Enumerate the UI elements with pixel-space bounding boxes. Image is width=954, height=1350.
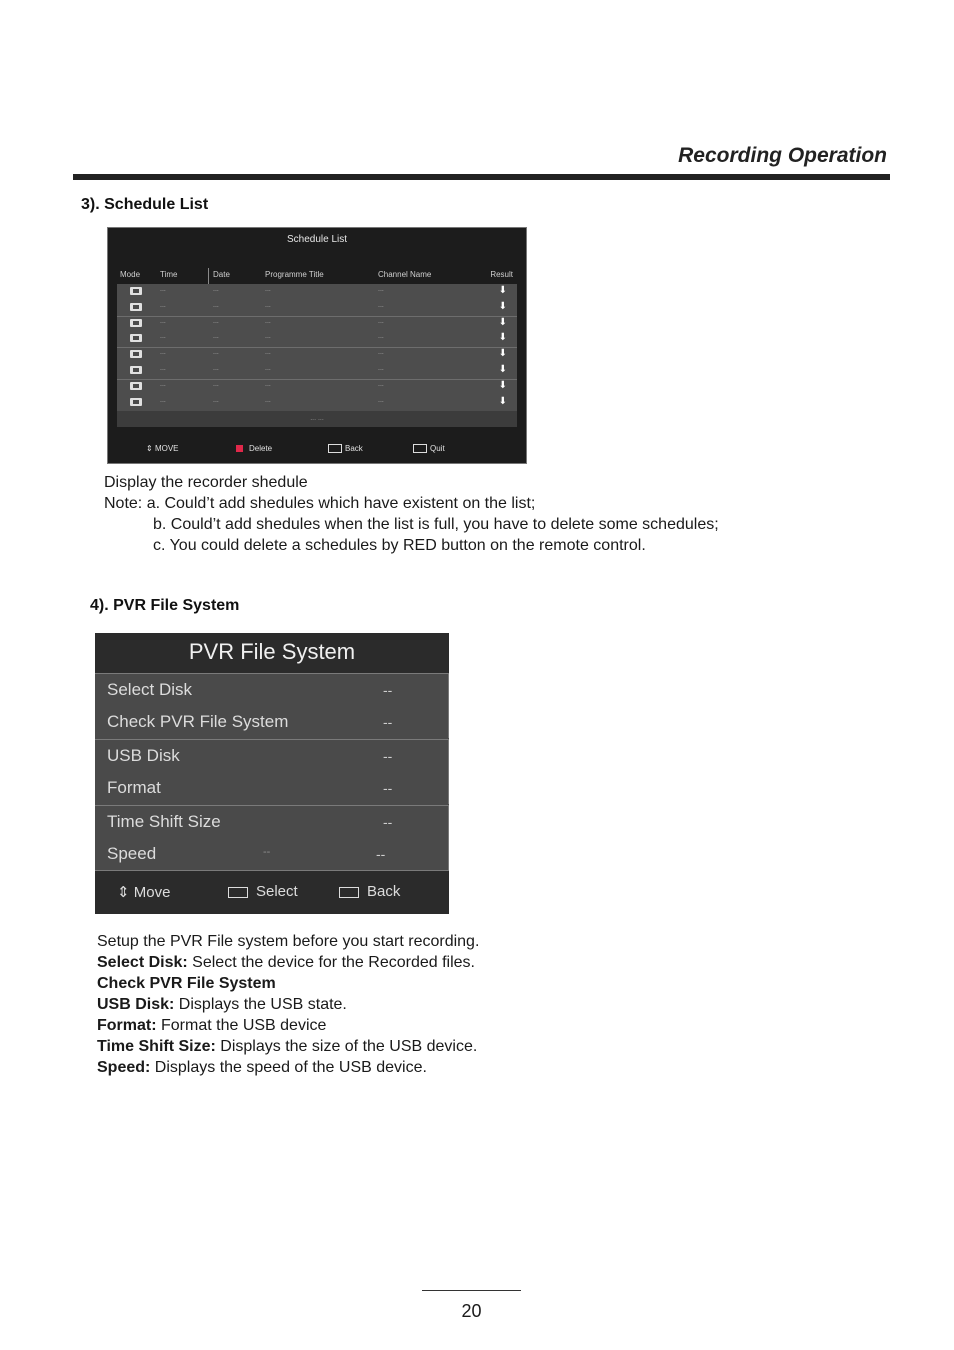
col-time: Time [160, 270, 178, 279]
cell-programme-title: ... [265, 333, 271, 341]
pvr-group-usb [95, 739, 449, 804]
pvr-screen-title: PVR File System [188, 639, 356, 664]
record-mode-icon [130, 287, 142, 295]
pvr-footer-move-label: Move [133, 884, 171, 901]
cell-programme-title: ... [265, 396, 271, 404]
ok-key-icon [228, 887, 248, 898]
definition-term: Select Disk: [97, 954, 188, 971]
footer-back[interactable] [328, 444, 363, 453]
definition-term: Speed: [97, 1059, 151, 1076]
footer-back-label: Back [345, 444, 363, 453]
down-arrow-icon: ⬇ [498, 285, 507, 296]
col-channel-name: Channel Name [378, 270, 432, 279]
definition-line [97, 1057, 427, 1078]
definition-term: Check PVR File System [97, 975, 276, 992]
definition-line [97, 1015, 326, 1036]
cell-date: ... [213, 301, 219, 309]
footer-move-label: MOVE [154, 444, 179, 453]
record-mode-icon [130, 350, 142, 358]
cell-date: ... [213, 349, 219, 357]
pvr-footer-select-label: Select [256, 883, 298, 900]
down-arrow-icon: ⬇ [498, 348, 507, 360]
footer-delete[interactable] [236, 444, 272, 453]
schedule-description: Display the recorder shedule [104, 474, 308, 491]
record-mode-icon [130, 319, 142, 327]
menu-item-usb-disk[interactable]: USB Disk [107, 746, 180, 765]
table-row[interactable] [117, 347, 517, 362]
menu-item-select-disk[interactable]: Select Disk [107, 680, 193, 699]
back-key-icon [328, 444, 342, 453]
schedule-footer [108, 442, 526, 460]
table-row[interactable] [117, 316, 517, 331]
cell-date: ... [213, 380, 219, 388]
cell-programme-title: ... [265, 286, 271, 293]
pvr-footer-back[interactable] [339, 883, 400, 900]
pvr-menu-body [95, 673, 449, 871]
page-header-title: Recording Operation [678, 144, 887, 167]
col-result: Result [490, 270, 513, 279]
definition-term: Format: [97, 1017, 157, 1034]
cell-channel-name: ... [378, 333, 384, 341]
definition-line [97, 973, 276, 994]
speed-extra-value: -- [263, 846, 271, 858]
definition-line [97, 1036, 477, 1057]
cell-date: ... [213, 365, 219, 372]
table-row[interactable] [117, 300, 517, 315]
table-row[interactable] [117, 379, 517, 394]
pvr-intro: Setup the PVR File system before you start recording. [97, 933, 480, 950]
pvr-file-system-screen [95, 633, 449, 914]
schedule-table-body [117, 284, 517, 411]
footer-quit[interactable] [413, 444, 445, 453]
down-arrow-icon: ⬇ [498, 364, 507, 375]
record-mode-icon [130, 366, 142, 374]
schedule-list-title: Schedule List [286, 234, 348, 245]
section-heading-schedule-list: 3). Schedule List [81, 196, 209, 213]
definition-text: Displays the speed of the USB device. [150, 1059, 427, 1076]
cell-programme-title: ... [265, 317, 271, 325]
cell-time: ... [160, 286, 166, 293]
table-row[interactable] [117, 395, 517, 410]
definition-text: Format the USB device [156, 1017, 327, 1034]
schedule-more-indicator: ... ... [117, 411, 517, 427]
cell-programme-title: ... [265, 380, 271, 388]
menu-item-time-shift-size[interactable]: Time Shift Size [107, 812, 221, 831]
cell-time: ... [160, 349, 166, 357]
cell-channel-name: ... [378, 286, 384, 293]
page-number: 20 [461, 1301, 482, 1321]
page-number-rule [422, 1290, 521, 1291]
cell-time: ... [160, 333, 166, 341]
pvr-footer-move [117, 883, 170, 901]
down-arrow-icon: ⬇ [498, 395, 507, 407]
select-disk-value: -- [383, 682, 393, 698]
up-down-arrow-icon: ⇕ [146, 444, 153, 453]
red-key-icon [236, 445, 243, 452]
col-programme-title: Programme Title [265, 270, 324, 279]
down-arrow-icon: ⬇ [498, 300, 507, 312]
check-pvr-value: -- [383, 714, 393, 730]
pvr-group-disk [95, 673, 449, 738]
pvr-footer-select[interactable] [228, 883, 298, 900]
cell-date: ... [213, 396, 219, 404]
cell-date: ... [213, 317, 219, 325]
table-row[interactable] [117, 363, 517, 378]
note-c: c. You could delete a schedules by RED button on the remote control. [153, 537, 646, 554]
down-arrow-icon: ⬇ [498, 379, 507, 391]
cell-time: ... [160, 365, 166, 372]
menu-item-speed[interactable]: Speed [107, 844, 157, 863]
pvr-footer-back-label: Back [367, 883, 401, 900]
definition-line [97, 994, 347, 1015]
exit-key-icon [413, 444, 427, 453]
menu-item-check-pvr-file-system[interactable]: Check PVR File System [107, 712, 289, 731]
col-mode: Mode [120, 270, 141, 279]
table-row[interactable] [117, 331, 517, 346]
cell-date: ... [213, 286, 219, 293]
schedule-table-header [117, 268, 517, 285]
format-value: -- [383, 780, 393, 796]
definition-text: Select the device for the Recorded files. [187, 954, 475, 971]
usb-disk-value: -- [383, 748, 393, 764]
header-rule [73, 174, 890, 180]
cell-programme-title: ... [265, 365, 271, 372]
cell-channel-name: ... [378, 301, 384, 309]
record-mode-icon [130, 303, 142, 311]
cell-programme-title: ... [265, 349, 271, 357]
speed-value: -- [376, 846, 386, 862]
definition-text: Displays the size of the USB device. [215, 1038, 478, 1055]
down-arrow-icon: ⬇ [498, 316, 507, 328]
cell-channel-name: ... [378, 396, 384, 404]
definition-term: Time Shift Size: [97, 1038, 216, 1055]
record-mode-icon [130, 398, 142, 406]
cell-channel-name: ... [378, 317, 384, 325]
cell-programme-title: ... [265, 301, 271, 309]
record-mode-icon [130, 382, 142, 390]
up-down-arrow-icon: ⇕ [117, 884, 130, 901]
footer-move [146, 444, 179, 453]
section-heading-pvr-file-system: 4). PVR File System [90, 597, 240, 614]
table-row[interactable] [117, 284, 517, 299]
pvr-footer [95, 871, 449, 914]
cell-time: ... [160, 301, 166, 309]
cell-channel-name: ... [378, 380, 384, 388]
cell-channel-name: ... [378, 349, 384, 357]
pvr-group-timeshift [95, 805, 449, 871]
cell-channel-name: ... [378, 365, 384, 372]
menu-item-format[interactable]: Format [107, 778, 161, 797]
definition-term: USB Disk: [97, 996, 175, 1013]
record-mode-icon [130, 334, 142, 342]
definition-line [97, 952, 475, 973]
cell-date: ... [213, 333, 219, 341]
footer-delete-label: Delete [249, 444, 273, 453]
cell-time: ... [160, 380, 166, 388]
note-a: Note: a. Could’t add shedules which have existent on the list; [104, 495, 536, 512]
definition-text: Displays the USB state. [174, 996, 347, 1013]
menu-key-icon [339, 887, 359, 898]
schedule-list-screen [107, 227, 527, 464]
time-shift-size-value: -- [383, 814, 393, 830]
cell-time: ... [160, 396, 166, 404]
down-arrow-icon: ⬇ [498, 332, 507, 344]
note-b: b. Could’t add shedules when the list is full, you have to delete some schedules; [153, 516, 719, 533]
col-date: Date [213, 270, 230, 279]
footer-quit-label: Quit [430, 444, 445, 453]
cell-time: ... [160, 317, 166, 325]
